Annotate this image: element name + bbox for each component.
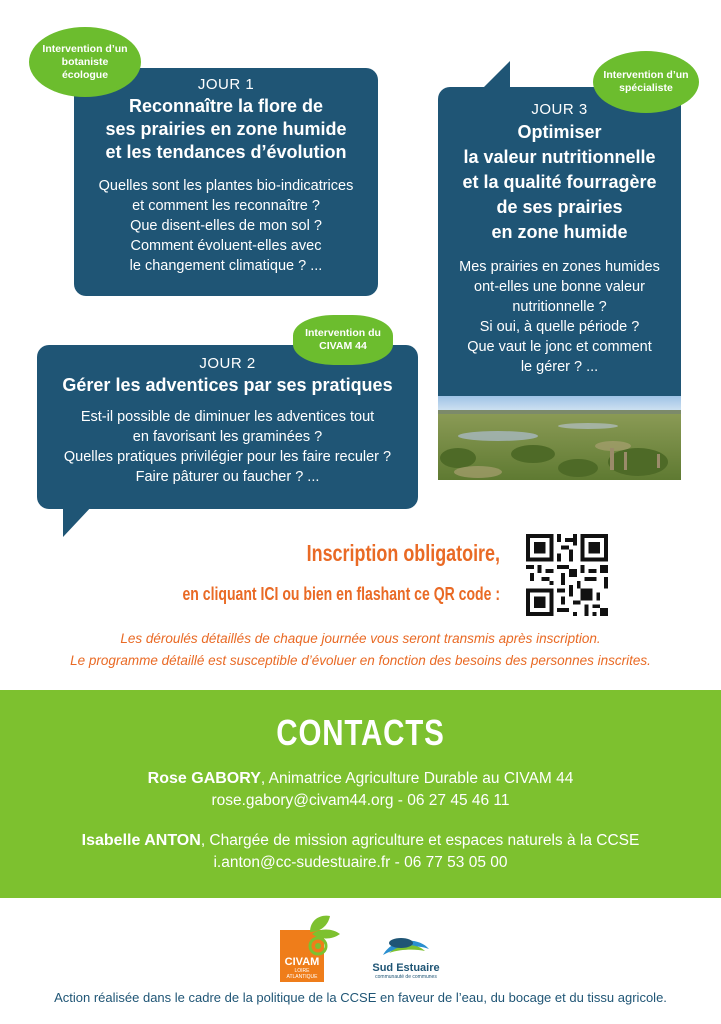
qr-code-icon	[526, 534, 608, 616]
day2-intervention-badge: Intervention du CIVAM 44	[296, 318, 390, 362]
info-notes: Les déroulés détaillés de chaque journée vous seront transmis après inscription. Le programme détaillé est susceptible d’évoluer en fonction des besoins des personnes inscrites.	[70, 631, 651, 668]
wet-meadow-photo	[438, 396, 681, 480]
contact-role: , Animatrice Agriculture Durable au CIVAM 44	[260, 770, 574, 787]
contacts-section	[0, 690, 721, 898]
day3-label: JOUR 3	[531, 101, 588, 118]
day3-description: Mes prairies en zones humides ont-elles une bonne valeur nutritionnelle ? Si oui, à quelle période ? Que vaut le jonc et comment le gérer ? ...	[459, 259, 660, 375]
registration-heading[interactable]: Inscription obligatoire,	[306, 540, 500, 566]
day1-intervention-badge: Intervention d’un botaniste écologue	[32, 30, 138, 94]
contact-isabelle	[0, 830, 721, 874]
day3-intervention-badge: Intervention d’un spécialiste	[596, 54, 696, 110]
day2-title: Gérer les adventices par ses pratiques	[62, 375, 393, 395]
day2-description: Est-il possible de diminuer les adventices tout en favorisant les graminées ? Quelles pratiques privilégier pour les faire reculer ? Faire pâturer ou faucher ? ...	[63, 409, 392, 485]
day3-bubble-tail	[482, 61, 510, 89]
day1-label: JOUR 1	[197, 76, 255, 93]
registration-link[interactable]: en cliquant ICI ou bien en flashant ce QR code :	[182, 584, 500, 604]
sud-estuaire-logo: Sud Estuaire communauté de communes	[370, 935, 442, 981]
civam-logo: CIVAM LOIRE ATLANTIQUE	[280, 912, 344, 982]
day2-label: JOUR 2	[199, 355, 256, 372]
day2-bubble-tail	[63, 505, 93, 537]
contact-role: , Chargée de mission agriculture et espaces naturels à la CCSE	[200, 832, 640, 849]
registration-qr-code[interactable]	[526, 534, 608, 616]
day2-card	[37, 345, 418, 509]
day3-title: Optimiser la valeur nutritionnelle et la qualité fourragère de ses prairies en zone humide	[462, 122, 657, 242]
sud-estuaire-wave-icon	[381, 935, 431, 959]
day1-card	[74, 68, 378, 296]
contact-details[interactable]: rose.gabory@civam44.org - 06 27 45 46 11	[211, 792, 510, 809]
meadow-landscape-image	[438, 396, 681, 480]
contact-rose	[0, 768, 721, 812]
day1-description: Quelles sont les plantes bio-indicatrices et comment les reconnaître ? Que disent-elles de mon sol ? Comment évoluent-elles avec le changement climatique ? ...	[98, 178, 354, 274]
contact-details[interactable]: i.anton@cc-sudestuaire.fr - 06 77 53 05 00	[213, 854, 508, 871]
footer-note: Action réalisée dans le cadre de la politique de la CCSE en faveur de l’eau, du bocage et du tissu agricole.	[54, 990, 667, 1005]
contacts-title: CONTACTS	[276, 712, 445, 753]
contact-name: Rose GABORY	[147, 770, 261, 787]
day1-title: Reconnaître la flore de ses prairies en zone humide et les tendances d’évolution	[105, 96, 347, 162]
contact-name: Isabelle ANTON	[81, 832, 201, 849]
civam-logo-text: CIVAM	[284, 956, 320, 968]
